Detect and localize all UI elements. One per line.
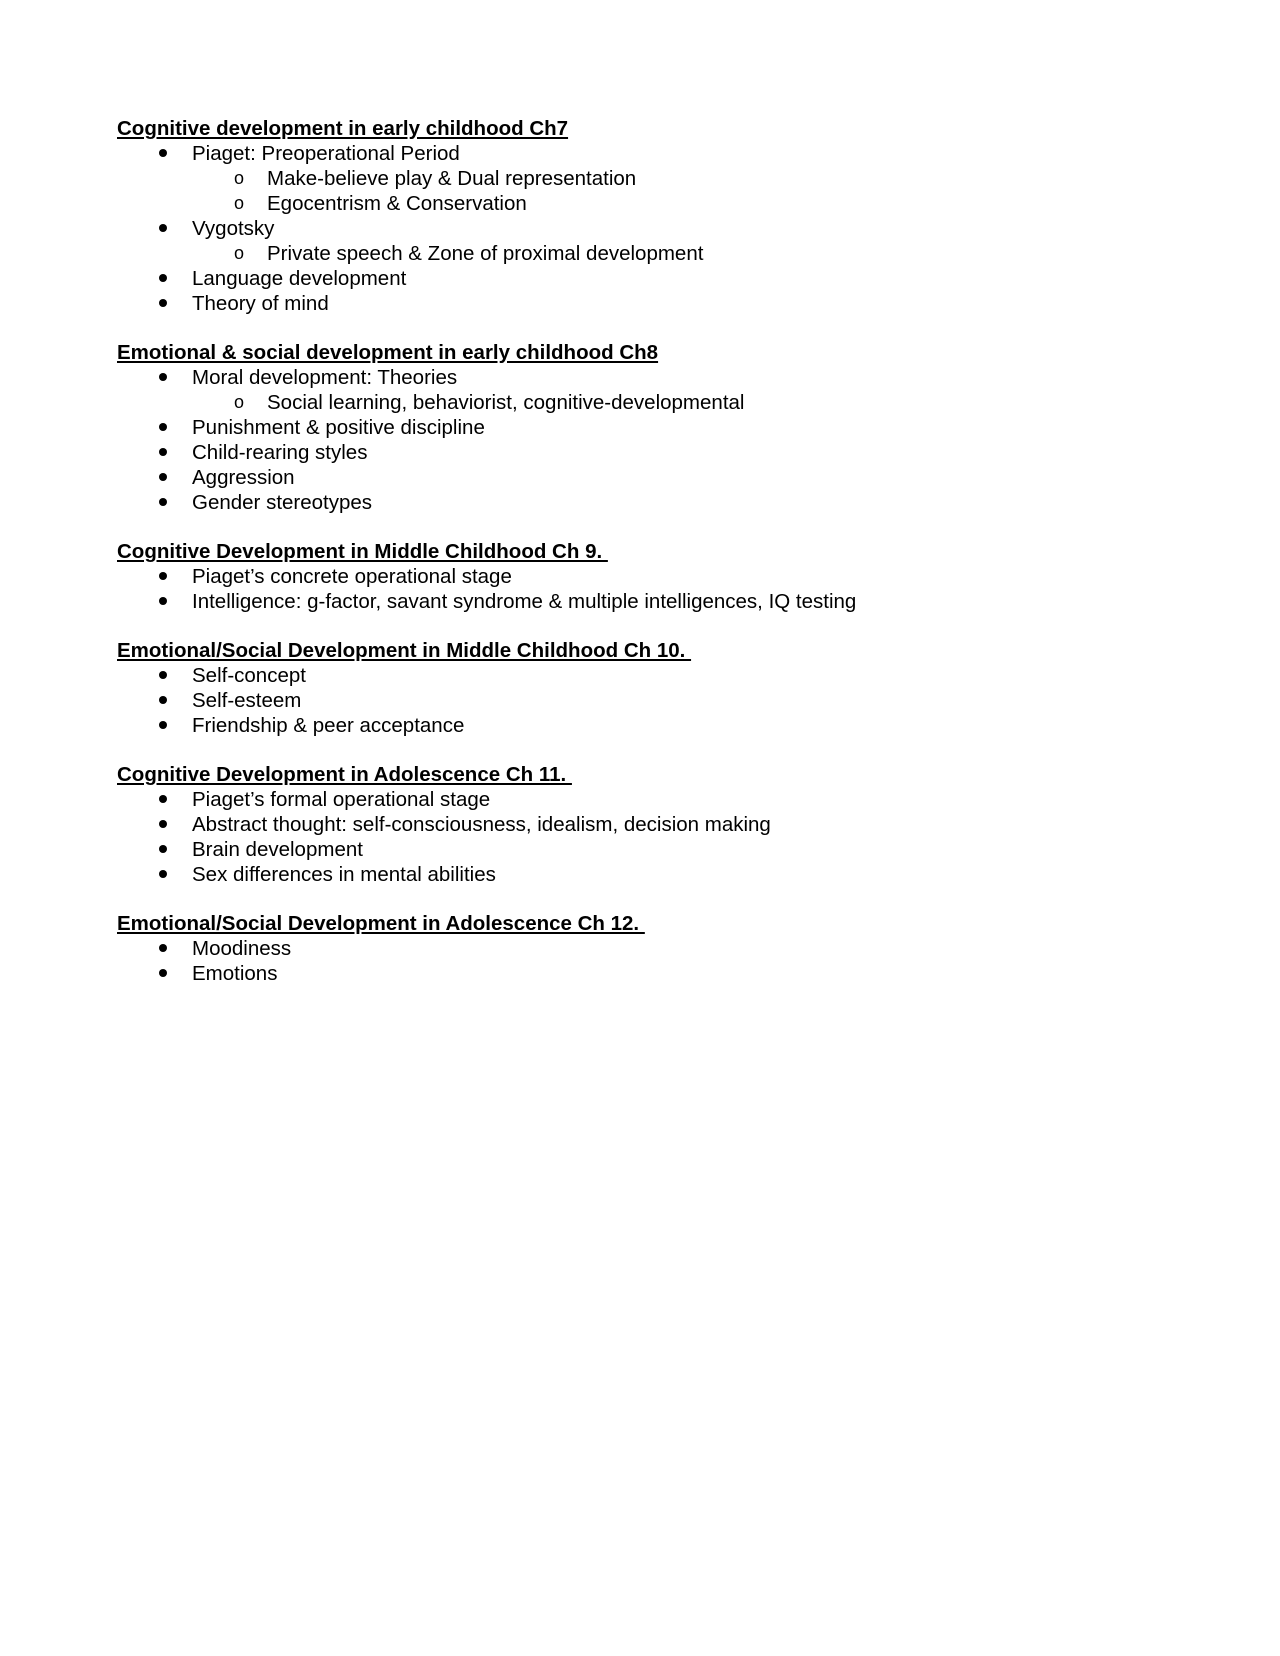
bullet-icon (153, 216, 173, 241)
list-item-label: Aggression (192, 466, 295, 489)
bullet-icon (153, 440, 173, 465)
bullet-icon (153, 812, 173, 837)
list-item (117, 663, 1177, 688)
sub-list-item (117, 241, 1177, 266)
bullet-icon (153, 862, 173, 887)
list-item (117, 365, 1177, 390)
list-item-label: Language development (192, 267, 407, 290)
bullet-icon (153, 837, 173, 862)
sub-list-item-label: Private speech & Zone of proximal development (267, 242, 704, 265)
bullet-icon (153, 141, 173, 166)
bullet-icon (153, 713, 173, 738)
list-item (117, 961, 1177, 986)
list-item-label: Moodiness (192, 937, 292, 960)
section-heading: Cognitive Development in Adolescence Ch 11. (117, 763, 572, 786)
list-item-label: Vygotsky (192, 217, 275, 240)
sub-list-item (117, 390, 1177, 415)
bullet-icon (153, 936, 173, 961)
list-item-label: Moral development: Theories (192, 366, 458, 389)
list-item (117, 415, 1177, 440)
list-item-label: Theory of mind (192, 292, 329, 315)
bullet-icon (153, 564, 173, 589)
section-heading: Cognitive Development in Middle Childhood Ch 9. (117, 540, 608, 563)
list-item (117, 216, 1177, 241)
sub-list-item (117, 166, 1177, 191)
list-item-label: Piaget: Preoperational Period (192, 142, 460, 165)
list-item (117, 787, 1177, 812)
list-item (117, 589, 1177, 614)
section-heading: Emotional & social development in early childhood Ch8 (117, 341, 659, 364)
bullet-icon (153, 266, 173, 291)
bullet-icon (153, 365, 173, 390)
outline-section (117, 911, 1177, 986)
list-item-label: Gender stereotypes (192, 491, 373, 514)
list-item-label: Self-esteem (192, 689, 302, 712)
list-item (117, 862, 1177, 887)
list-item-label: Piaget’s concrete operational stage (192, 565, 512, 588)
outline-section (117, 638, 1177, 738)
section-heading: Emotional/Social Development in Adolescence Ch 12. (117, 912, 645, 935)
list-item-label: Self-concept (192, 664, 306, 687)
list-item-label: Emotions (192, 962, 278, 985)
outline-section (117, 116, 1177, 316)
list-item-label: Punishment & positive discipline (192, 416, 485, 439)
list-item-label: Sex differences in mental abilities (192, 863, 496, 886)
outline-section (117, 762, 1177, 887)
sub-list-item (117, 191, 1177, 216)
bullet-icon (153, 415, 173, 440)
list-item (117, 490, 1177, 515)
bullet-icon (153, 787, 173, 812)
list-item-label: Intelligence: g-factor, savant syndrome & multiple intelligences, IQ testing (192, 590, 857, 613)
bullet-icon (153, 688, 173, 713)
bullet-icon (153, 961, 173, 986)
section-heading: Cognitive development in early childhood Ch7 (117, 117, 569, 140)
bullet-icon (153, 291, 173, 316)
list-item (117, 936, 1177, 961)
list-item (117, 688, 1177, 713)
list-item (117, 440, 1177, 465)
sub-list-item-label: Social learning, behaviorist, cognitive-developmental (267, 391, 745, 414)
list-item-label: Child-rearing styles (192, 441, 368, 464)
bullet-icon (153, 589, 173, 614)
outline-section (117, 539, 1177, 614)
sub-list-item-label: Make-believe play & Dual representation (267, 167, 637, 190)
list-item (117, 713, 1177, 738)
outline-document (117, 116, 1177, 1010)
outline-section (117, 340, 1177, 515)
list-item (117, 141, 1177, 166)
hollow-bullet-icon: o (233, 392, 244, 412)
list-item-label: Brain development (192, 838, 363, 861)
hollow-bullet-icon: o (233, 168, 244, 188)
bullet-icon (153, 465, 173, 490)
sub-list-item-label: Egocentrism & Conservation (267, 192, 527, 215)
list-item (117, 564, 1177, 589)
hollow-bullet-icon: o (233, 243, 244, 263)
list-item (117, 837, 1177, 862)
list-item (117, 812, 1177, 837)
hollow-bullet-icon: o (233, 193, 244, 213)
bullet-icon (153, 663, 173, 688)
list-item-label: Abstract thought: self-consciousness, idealism, decision making (192, 813, 771, 836)
list-item-label: Friendship & peer acceptance (192, 714, 465, 737)
bullet-icon (153, 490, 173, 515)
list-item (117, 291, 1177, 316)
list-item-label: Piaget’s formal operational stage (192, 788, 491, 811)
list-item (117, 266, 1177, 291)
list-item (117, 465, 1177, 490)
section-heading: Emotional/Social Development in Middle Childhood Ch 10. (117, 639, 692, 662)
